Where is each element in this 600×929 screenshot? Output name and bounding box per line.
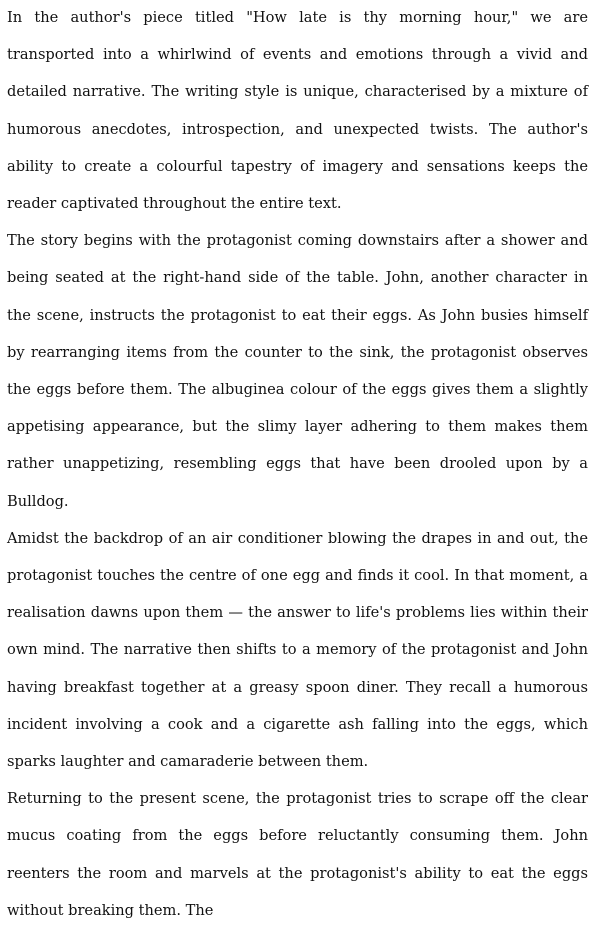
paragraph-story-begins: The story begins with the protagonist coming downstairs after a shower and being seated at the right-hand side of the table. John, another character in the scene, instructs the protagonist to eat their eggs. As John busies himself by rearranging items from the counter to the sink, the protagonist observes the eggs before them. The albuginea colour of the eggs gives them a slightly appetising appearance, but the slimy layer adhering to them makes them rather unappetizing, resembling eggs that have been drooled upon by a Bulldog. xyxy=(7,232,588,510)
paragraph-intro: In the author's piece titled "How late is thy morning hour," we are transported into a whirlwind of events and emotions through a vivid and detailed narrative. The writing style is unique, characterised by a mixture of humorous anecdotes, introspection, and unexpected twists. The author's ability to create a colourful tapestry of imagery and sensations keeps the reader captivated throughout the entire text. xyxy=(7,9,588,213)
paragraph-present-scene: Returning to the present scene, the protagonist tries to scrape off the clear mucus coating from the eggs before reluctantly consuming them. John reenters the room and marvels at the protagonist's ability to eat the eggs without breaking them. The xyxy=(7,790,588,919)
document-body xyxy=(7,0,588,929)
paragraph-realisation: Amidst the backdrop of an air conditioner blowing the drapes in and out, the protagonist touches the centre of one egg and finds it cool. In that moment, a realisation dawns upon them — the answer to life's problems lies within their own mind. The narrative then shifts to a memory of the protagonist and John having breakfast together at a greasy spoon diner. They recall a humorous incident involving a cook and a cigarette ash falling into the eggs, which sparks laughter and camaraderie between them. xyxy=(7,529,588,771)
